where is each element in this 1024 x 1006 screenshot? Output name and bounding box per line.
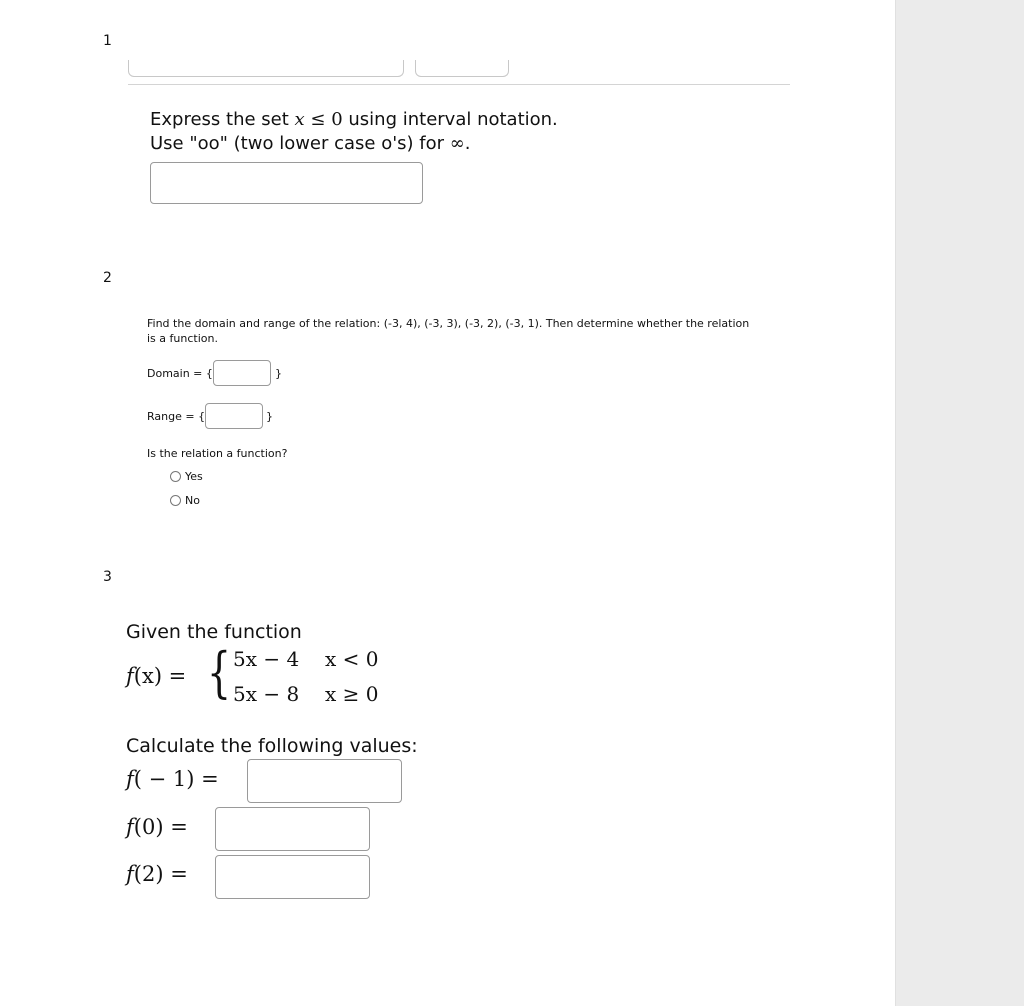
range-label: Range = { — [147, 410, 206, 423]
f-2-label — [126, 862, 188, 886]
question-1-line-1 — [150, 108, 558, 132]
question-number-1: 1 — [103, 33, 112, 49]
f-symbol: f — [126, 767, 134, 791]
q1-math-var: x — [294, 109, 305, 130]
f-0-arg: (0) = — [133, 815, 188, 839]
question-number-2: 2 — [103, 270, 112, 286]
function-definition-lhs — [126, 664, 186, 688]
case-2-condition: x ≥ 0 — [325, 682, 379, 706]
previous-item-fragment-button — [415, 60, 509, 77]
case-1-expression: 5x − 4 — [233, 647, 300, 671]
radio-yes[interactable] — [170, 471, 181, 482]
range-input[interactable] — [205, 403, 263, 429]
piecewise-brace: { — [207, 641, 232, 704]
infinity-symbol: ∞ — [449, 133, 465, 154]
f-0-input[interactable] — [215, 807, 370, 851]
f-symbol: f — [126, 664, 134, 688]
q1-line1-suffix: using interval notation. — [342, 109, 558, 130]
f-argument: (x) = — [133, 664, 187, 688]
f-symbol: f — [126, 862, 134, 886]
range-close-brace: } — [266, 410, 273, 423]
radio-no-label[interactable]: No — [185, 494, 200, 507]
domain-label: Domain = { — [147, 367, 213, 380]
interval-answer-input[interactable] — [150, 162, 423, 204]
domain-close-brace: } — [275, 367, 282, 380]
f-0-label — [126, 815, 188, 839]
question-divider — [128, 84, 790, 85]
previous-item-fragment — [128, 60, 404, 77]
f-neg1-input[interactable] — [247, 759, 402, 803]
radio-yes-label[interactable]: Yes — [185, 470, 203, 483]
f-neg1-arg: ( − 1) = — [133, 767, 219, 791]
calculate-label: Calculate the following values: — [126, 735, 418, 757]
question-1-text — [150, 108, 558, 156]
f-symbol: f — [126, 815, 134, 839]
given-function-label: Given the function — [126, 621, 302, 643]
question-number-3: 3 — [103, 569, 112, 585]
f-2-arg: (2) = — [133, 862, 188, 886]
q1-line2-suffix: . — [464, 133, 471, 154]
question-1-line-2 — [150, 132, 558, 156]
right-side-panel — [895, 0, 1024, 1006]
f-2-input[interactable] — [215, 855, 370, 899]
question-2-prompt: Find the domain and range of the relation: (-3, 4), (-3, 3), (-3, 2), (-3, 1). Then determine whether the relation is a function. — [147, 317, 750, 345]
case-1-condition: x < 0 — [325, 647, 379, 671]
radio-no[interactable] — [170, 495, 181, 506]
domain-input[interactable] — [213, 360, 271, 386]
function-question-label: Is the relation a function? — [147, 447, 288, 460]
q1-line2-prefix: Use "oo" (two lower case o's) for — [150, 133, 450, 154]
q1-line1-prefix: Express the set — [150, 109, 295, 130]
case-2-expression: 5x − 8 — [233, 682, 300, 706]
f-neg1-label — [126, 767, 219, 791]
q1-math-op: ≤ 0 — [304, 109, 343, 130]
